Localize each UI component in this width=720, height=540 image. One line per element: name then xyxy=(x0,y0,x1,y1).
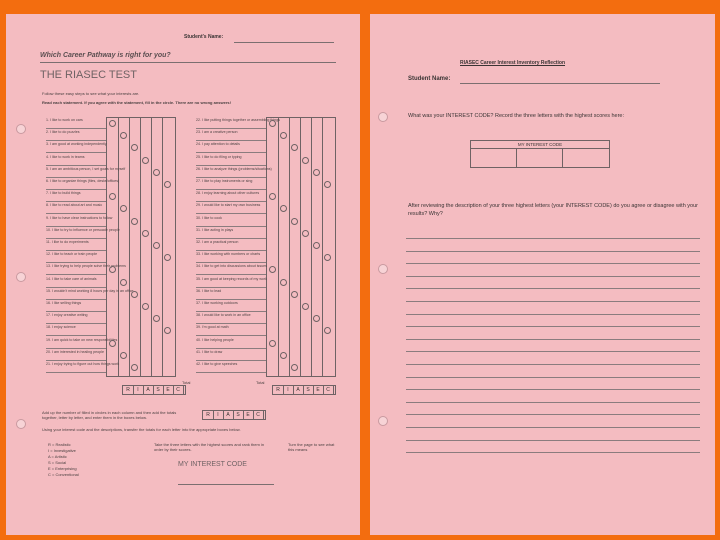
row-divider xyxy=(196,177,266,178)
answer-circle[interactable] xyxy=(153,169,160,176)
answer-circle[interactable] xyxy=(280,352,287,359)
row-divider xyxy=(196,250,266,251)
row-divider xyxy=(46,299,106,300)
step-1: Read each statement. If you agree with the statement, fill in the circle. There are no wrong answers! xyxy=(42,100,231,105)
answer-grid-right xyxy=(266,117,336,377)
survey-statement: 25. I like to do filing or typing xyxy=(196,154,242,159)
answer-circle[interactable] xyxy=(131,291,138,298)
row-divider xyxy=(46,226,106,227)
answer-line[interactable] xyxy=(406,339,700,340)
survey-statement: 40. I like helping people xyxy=(196,337,234,342)
riasec-code-definition: I = Investigative xyxy=(48,448,76,453)
riasec-letter-box: R xyxy=(273,386,284,394)
riasec-letter-box: R xyxy=(123,386,134,394)
survey-statement: 14. I like to take care of animals xyxy=(46,276,97,281)
survey-statement: 13. I like trying to help people solve their problems xyxy=(46,264,126,269)
interest-code-table xyxy=(470,140,610,168)
answer-circle[interactable] xyxy=(291,218,298,225)
punch-hole xyxy=(378,416,388,426)
total-label: Total xyxy=(256,380,265,385)
answer-circle[interactable] xyxy=(142,230,149,237)
row-divider xyxy=(46,189,106,190)
row-divider xyxy=(196,323,266,324)
survey-statement: 41. I like to draw xyxy=(196,349,223,354)
answer-circle[interactable] xyxy=(142,157,149,164)
row-divider xyxy=(196,335,266,336)
row-divider xyxy=(196,311,266,312)
riasec-letter-box: E xyxy=(163,386,174,394)
survey-statement: 38. I would like to work in an office xyxy=(196,313,251,318)
answer-circle[interactable] xyxy=(269,120,276,127)
row-divider xyxy=(196,201,266,202)
student-name-line xyxy=(234,42,334,43)
riasec-letter-box: E xyxy=(313,386,324,394)
survey-statement: 42. I like to give speeches xyxy=(196,362,238,366)
survey-statement: 32. I am a practical person xyxy=(196,240,239,244)
row-divider xyxy=(196,226,266,227)
riasec-code-definition: E = Enterprising xyxy=(48,466,77,471)
answer-line[interactable] xyxy=(406,402,700,403)
row-divider xyxy=(46,250,106,251)
row-divider xyxy=(196,274,266,275)
row-divider xyxy=(196,152,266,153)
reflection-title: RIASEC Career Interest Inventory Reflection xyxy=(460,60,566,66)
survey-statement: 3. I am good at working independently xyxy=(46,142,107,147)
answer-circle[interactable] xyxy=(153,242,160,249)
answer-line[interactable] xyxy=(406,377,700,378)
answer-line[interactable] xyxy=(406,364,700,365)
answer-line[interactable] xyxy=(406,276,700,277)
riasec-code-definition: C = Conventional xyxy=(48,472,79,477)
answer-line[interactable] xyxy=(406,326,700,327)
total-boxes-right xyxy=(272,385,336,395)
test-title: THE RIASEC TEST xyxy=(40,69,137,81)
answer-circle[interactable] xyxy=(291,291,298,298)
survey-statement: 15. I wouldn't mind working 8 hours per day in an office xyxy=(46,288,134,293)
question-2: After reviewing the description of your three highest letters (your INTEREST CODE) do you agree or disagree with your results? Why? xyxy=(408,203,699,217)
survey-statement: 10. I like to try to influence or persuade people xyxy=(46,227,120,232)
answer-circle[interactable] xyxy=(131,218,138,225)
row-divider xyxy=(196,189,266,190)
riasec-letter-box: A xyxy=(223,411,234,419)
row-divider xyxy=(196,128,266,129)
survey-statement: 21. I enjoy trying to figure out how things work xyxy=(46,362,120,366)
answer-circle[interactable] xyxy=(302,303,309,310)
answer-line[interactable] xyxy=(406,263,700,264)
riasec-reflection-worksheet xyxy=(370,14,715,535)
answer-line[interactable] xyxy=(406,427,700,428)
survey-statement: 35. I am good at keeping records of my work xyxy=(196,276,267,281)
riasec-letter-box: A xyxy=(293,386,304,394)
survey-statement: 20. I am interested in healing people xyxy=(46,349,104,354)
row-divider xyxy=(46,372,106,373)
survey-statement: 12. I like to teach or train people xyxy=(46,252,98,257)
answer-line[interactable] xyxy=(406,314,700,315)
row-divider xyxy=(46,335,106,336)
row-divider xyxy=(46,360,106,361)
divider xyxy=(40,62,336,63)
interest-code-header: MY INTEREST CODE xyxy=(471,141,609,149)
survey-statement: 18. I enjoy science xyxy=(46,325,76,330)
row-divider xyxy=(196,262,266,263)
row-divider xyxy=(196,165,266,166)
answer-line[interactable] xyxy=(406,414,700,415)
step-4: Take the three letters with the highest scores and rank them in order by their scores. xyxy=(154,442,265,452)
grand-total-boxes xyxy=(202,410,266,420)
answer-circle[interactable] xyxy=(324,181,331,188)
row-divider xyxy=(46,128,106,129)
survey-statement: 8. I like to read about art and music xyxy=(46,203,103,208)
step-5: Turn the page to see what this means xyxy=(288,442,335,452)
row-divider xyxy=(46,348,106,349)
row-divider xyxy=(196,372,266,373)
answer-circle[interactable] xyxy=(313,169,320,176)
answer-circle[interactable] xyxy=(302,157,309,164)
survey-statement: 34. I like to get into discussions about issues xyxy=(196,264,267,269)
answer-line[interactable] xyxy=(406,452,700,453)
punch-hole xyxy=(16,419,26,429)
riasec-letter-box: S xyxy=(303,386,314,394)
row-divider xyxy=(196,360,266,361)
row-divider xyxy=(196,299,266,300)
survey-statement: 1. I like to work on cars xyxy=(46,118,83,122)
row-divider xyxy=(46,152,106,153)
answer-line[interactable] xyxy=(406,389,700,390)
answer-circle[interactable] xyxy=(109,340,116,347)
survey-statement: 37. I like working outdoors xyxy=(196,301,238,305)
row-divider xyxy=(46,213,106,214)
row-divider xyxy=(46,177,106,178)
my-interest-code-label: MY INTEREST CODE xyxy=(178,461,247,468)
row-divider xyxy=(46,323,106,324)
survey-statement: 39. I'm good at math xyxy=(196,325,229,330)
answer-line[interactable] xyxy=(406,351,700,352)
riasec-test-worksheet xyxy=(6,14,360,535)
survey-statement: 30. I like to cook xyxy=(196,215,222,220)
answer-circle[interactable] xyxy=(302,230,309,237)
survey-statement: 7. I like to build things xyxy=(46,191,81,196)
answer-circle[interactable] xyxy=(120,352,127,359)
answer-circle[interactable] xyxy=(313,242,320,249)
question-1: What was your INTEREST CODE? Record the three letters with the highest scores here: xyxy=(408,113,625,119)
row-divider xyxy=(46,201,106,202)
answer-line[interactable] xyxy=(406,238,700,239)
interest-code-line xyxy=(178,484,274,485)
answer-circle[interactable] xyxy=(109,120,116,127)
survey-statement: 19. I am quick to take on new responsibilities xyxy=(46,337,118,342)
punch-hole xyxy=(16,124,26,134)
survey-statement: 4. I like to work in teams xyxy=(46,154,85,159)
riasec-code-definition: S = Social xyxy=(48,460,67,465)
riasec-letter-box: I xyxy=(283,386,294,394)
student-name-label: Student's Name: xyxy=(184,34,224,40)
answer-line[interactable] xyxy=(406,440,700,441)
row-divider xyxy=(196,213,266,214)
total-label: Total xyxy=(182,380,191,385)
total-boxes-left xyxy=(122,385,186,395)
answer-circle[interactable] xyxy=(120,279,127,286)
riasec-letter-box: S xyxy=(153,386,164,394)
survey-statement: 28. I enjoy learning about other cultures xyxy=(196,191,260,196)
survey-statement: 33. I like working with numbers or charts xyxy=(196,252,261,257)
riasec-letter-box: C xyxy=(323,386,334,394)
survey-statement: 22. I like putting things together or assembling things xyxy=(196,118,280,122)
row-divider xyxy=(46,274,106,275)
step-3: Using your interest code and the descriptions, transfer the totals for each letter into the appropriate boxes below. xyxy=(42,427,241,432)
row-divider xyxy=(46,140,106,141)
student-name-line xyxy=(460,83,660,84)
row-divider xyxy=(46,262,106,263)
worksheet-question: Which Career Pathway is right for you? xyxy=(40,52,171,59)
survey-statement: 6. I like to organize things (files, desks/offices) xyxy=(46,179,120,183)
answer-line[interactable] xyxy=(406,251,700,252)
row-divider xyxy=(196,140,266,141)
riasec-letter-box: R xyxy=(203,411,214,419)
row-divider xyxy=(46,287,106,288)
row-divider xyxy=(196,287,266,288)
row-divider xyxy=(46,311,106,312)
survey-statement: 23. I am a creative person xyxy=(196,130,238,135)
step-2: Add up the number of filled in circles in each column and then add the totals together, letter by letter, and enter them in the boxes below. xyxy=(42,410,177,420)
riasec-letter-box: I xyxy=(133,386,144,394)
survey-statement: 11. I like to do experiments xyxy=(46,240,89,244)
answer-circle[interactable] xyxy=(131,364,138,371)
survey-statement: 24. I pay attention to details xyxy=(196,142,240,147)
answer-circle[interactable] xyxy=(164,181,171,188)
row-divider xyxy=(46,165,106,166)
riasec-code-definition: R = Realistic xyxy=(48,442,71,447)
answer-line[interactable] xyxy=(406,301,700,302)
survey-statement: 2. I like to do puzzles xyxy=(46,130,80,135)
answer-line[interactable] xyxy=(406,288,700,289)
riasec-letter-box: C xyxy=(253,411,264,419)
riasec-letter-box: A xyxy=(143,386,154,394)
instructions: Follow these easy steps to see what your interests are. xyxy=(42,91,140,96)
riasec-code-definition: A = Artistic xyxy=(48,454,67,459)
answer-circle[interactable] xyxy=(269,340,276,347)
survey-statement: 29. I would like to start my own business xyxy=(196,203,261,208)
riasec-letter-box: I xyxy=(213,411,224,419)
survey-statement: 9. I like to have clear instructions to follow xyxy=(46,215,113,220)
riasec-letter-box: E xyxy=(243,411,254,419)
answer-circle[interactable] xyxy=(291,364,298,371)
survey-statement: 31. I like acting in plays xyxy=(196,227,234,232)
riasec-letter-box: C xyxy=(173,386,184,394)
row-divider xyxy=(196,238,266,239)
survey-statement: 36. I like to lead xyxy=(196,288,222,293)
punch-hole xyxy=(378,112,388,122)
survey-statement: 16. I like selling things xyxy=(46,301,82,305)
riasec-letter-box: S xyxy=(233,411,244,419)
punch-hole xyxy=(378,264,388,274)
student-name-label: Student Name: xyxy=(408,76,451,82)
punch-hole xyxy=(16,272,26,282)
survey-statement: 27. I like to play instruments or sing xyxy=(196,179,253,183)
survey-statement: 5. I am an ambitious person, I set goals for myself xyxy=(46,166,126,171)
answer-circle[interactable] xyxy=(142,303,149,310)
answer-circle[interactable] xyxy=(280,279,287,286)
row-divider xyxy=(46,238,106,239)
row-divider xyxy=(196,348,266,349)
survey-statement: 26. I like to analyze things (problems/situations) xyxy=(196,166,272,171)
survey-statement: 17. I enjoy creative writing xyxy=(46,313,88,318)
